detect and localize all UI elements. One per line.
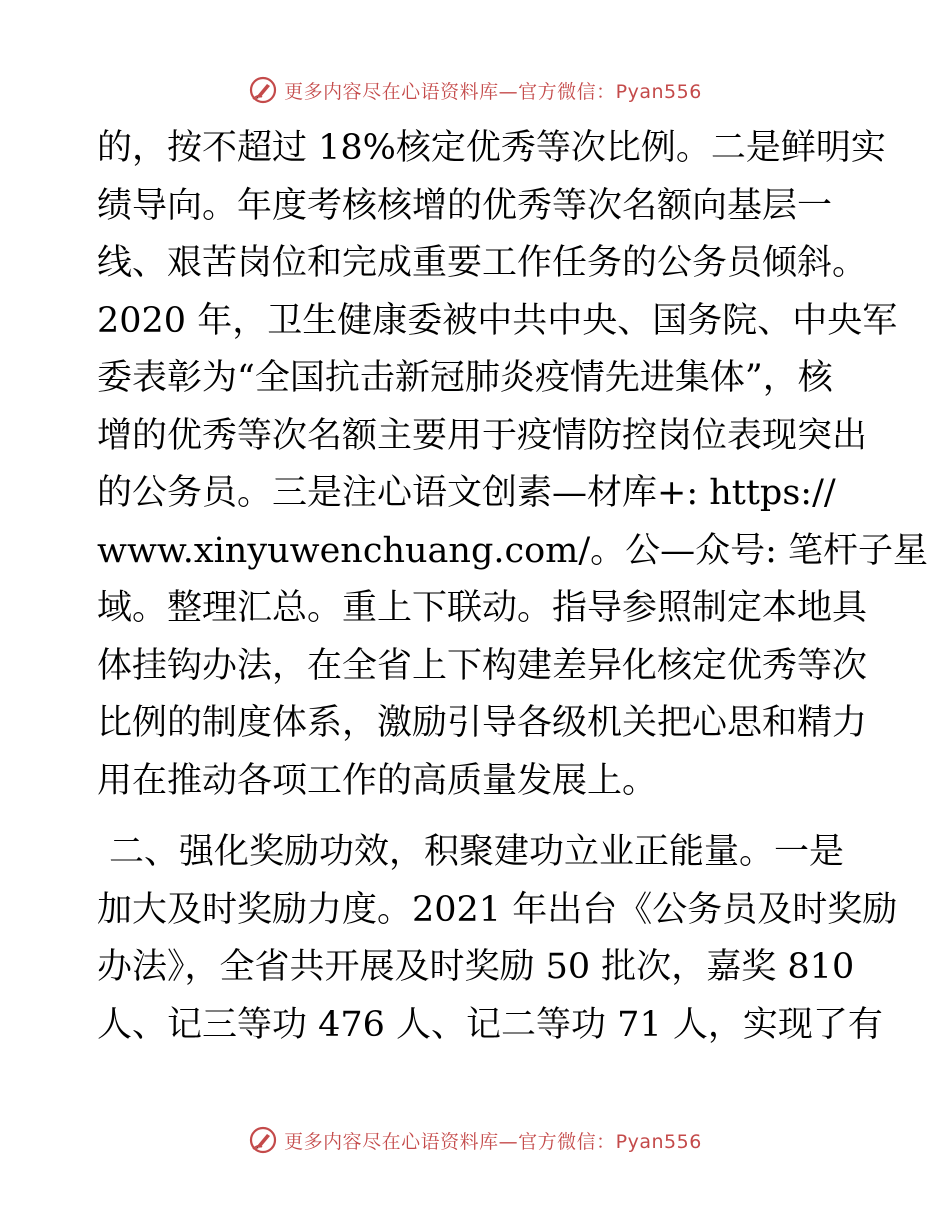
text-line: 人、记三等功 476 人、记二等功 71 人，实现了有: [97, 1004, 883, 1045]
text-line: 的，按不超过 18%核定优秀等次比例。二是鲜明实: [97, 128, 886, 168]
watermark-text: [284, 1127, 702, 1154]
text-line: 体挂钩办法，在全省上下构建差异化核定优秀等次: [97, 645, 868, 686]
watermark-main: 更多内容尽在心语资料库: [284, 1130, 499, 1153]
text-line: 比例的制度体系，激励引导各级机关把心思和精力: [97, 703, 868, 743]
text-line: 绩导向。年度考核核增的优秀等次名额向基层一: [97, 185, 833, 226]
watermark-suffix: 官方微信：Pyan556: [518, 80, 702, 103]
footer-watermark: [0, 1120, 950, 1160]
watermark-main: 更多内容尽在心语资料库: [284, 80, 499, 103]
paragraph-gap: [97, 810, 857, 824]
text-line: 增的优秀等次名额主要用于疫情防控岗位表现突出: [97, 415, 868, 456]
text-line: 的公务员。三是注心语文创素—材库+: https://: [97, 473, 836, 513]
watermark-suffix: 官方微信：Pyan556: [518, 1130, 702, 1153]
text-line: 域。整理汇总。重上下联动。指导参照制定本地具: [97, 588, 868, 628]
paragraph-2: [97, 824, 898, 1054]
header-watermark: [0, 70, 950, 110]
text-line: 办法》，全省共开展及时奖励 50 批次，嘉奖 810: [97, 947, 855, 987]
watermark-dash: —: [498, 1130, 519, 1153]
watermark-dash: —: [498, 80, 519, 103]
text-line: 线、艰苦岗位和完成重要工作任务的公务员倾斜。: [97, 243, 868, 283]
text-line: 用在推动各项工作的高质量发展上。: [97, 760, 658, 801]
watermark-text: [284, 77, 702, 104]
text-line: 二、强化奖励功效，积聚建功立业正能量。一是: [109, 832, 845, 872]
paragraph-1: [97, 120, 929, 810]
text-line: 2020 年，卫生健康委被中共中央、国务院、中央军: [97, 300, 898, 341]
pen-logo-icon: [248, 1125, 278, 1155]
text-line: 加大及时奖励力度。2021 年出台《公务员及时奖励: [97, 889, 898, 930]
text-line: 委表彰为“全国抗击新冠肺炎疫情先进集体”，核: [97, 358, 833, 398]
document-body: [97, 120, 929, 1054]
pen-logo-icon: [248, 75, 278, 105]
text-line: www.xinyuwenchuang.com/。公—众号: 笔杆子星: [97, 530, 929, 571]
